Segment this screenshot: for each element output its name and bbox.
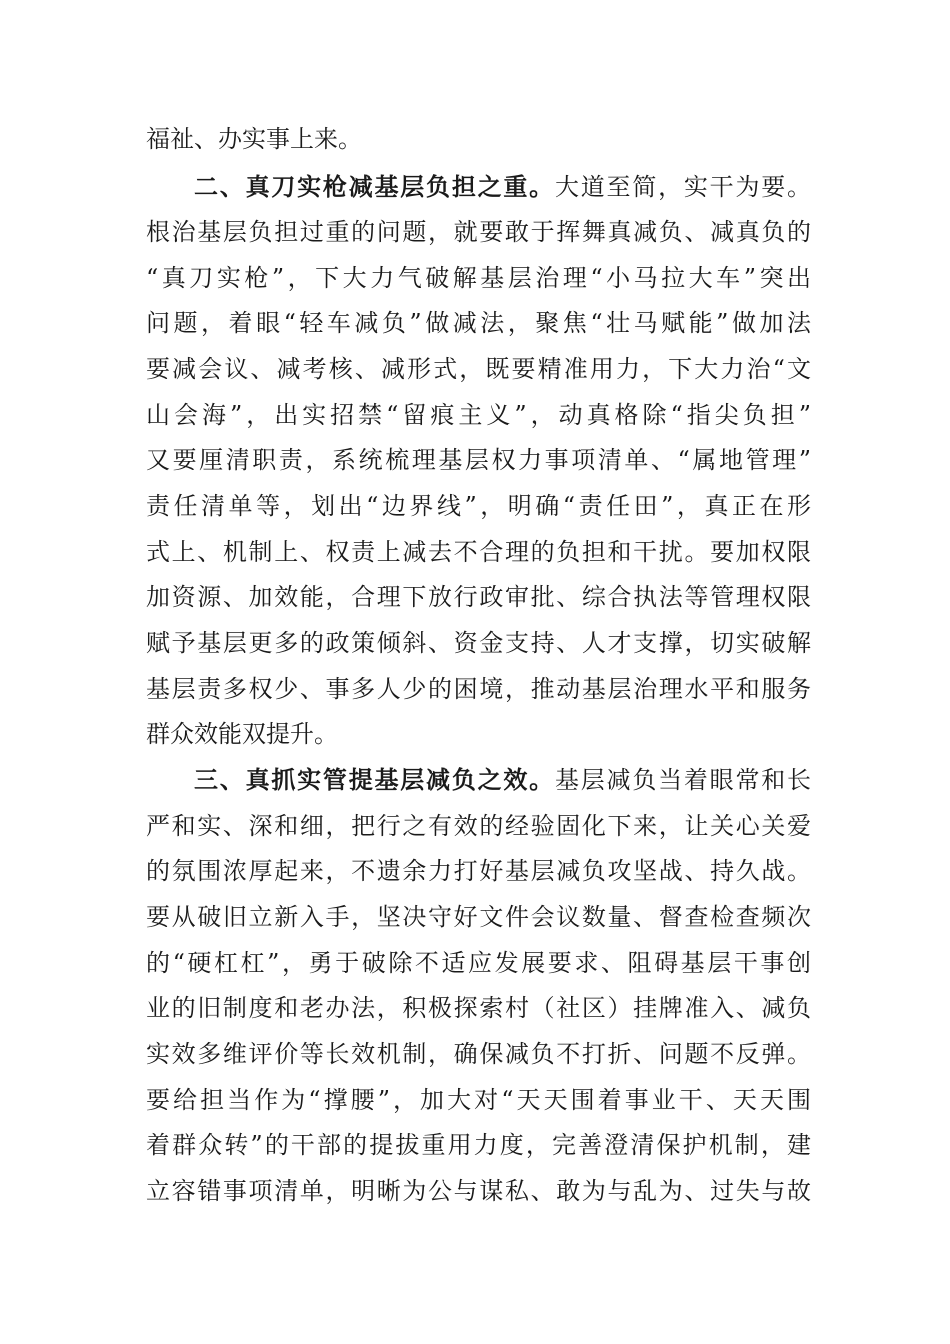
text-line: 着群众转”的干部的提拔重用力度，完善澄清保护机制，建 [146,1131,811,1159]
section-2-first-line [194,172,811,202]
text-line: 式上、机制上、权责上减去不合理的负担和干扰。要加权限 [146,538,811,566]
text-line: 的氛围浓厚起来，不遗余力打好基层减负攻坚战、持久战。 [146,857,811,885]
text-line: 业的旧制度和老办法，积极探索村（社区）挂牌准入、减负 [146,994,811,1022]
text-line: 要给担当作为“撑腰”，加大对“天天围着事业干、天天围 [146,1086,811,1114]
section-2-lead-text: 大道至简，实干为要。 [554,173,811,201]
text-line: 严和实、深和细，把行之有效的经验固化下来，让关心关爱 [146,812,811,840]
text-line: 群众效能双提升。 [146,720,338,748]
text-line: 责任清单等，划出“边界线”，明确“责任田”，真正在形 [146,492,811,520]
text-line: 基层责多权少、事多人少的困境，推动基层治理水平和服务 [146,675,811,703]
text-line: 问题，着眼“轻车减负”做减法，聚焦“壮马赋能”做加法 [146,309,811,337]
section-3-lead-text: 基层减负当着眼常和长 [554,766,811,794]
text-line: 实效多维评价等长效机制，确保减负不打折、问题不反弹。 [146,1040,811,1068]
text-line: 要减会议、减考核、减形式，既要精准用力，下大力治“文 [146,355,811,383]
text-line: 要从破旧立新入手，坚决守好文件会议数量、督查检查频次 [146,903,811,931]
text-line: 山会海”，出实招禁“留痕主义”，动真格除“指尖负担” [146,401,811,429]
text-line: 又要厘清职责，系统梳理基层权力事项清单、“属地管理” [146,446,811,474]
text-line: 赋予基层更多的政策倾斜、资金支持、人才支撑，切实破解 [146,629,811,657]
section-2-heading: 二、真刀实枪减基层负担之重。 [194,173,555,201]
section-3-heading: 三、真抓实管提基层减负之效。 [194,766,555,794]
text-line: 加资源、加效能，合理下放行政审批、综合执法等管理权限 [146,583,811,611]
text-line: 根治基层负担过重的问题，就要敢于挥舞真减负、减真负的 [146,218,811,246]
text-line: 福祉、办实事上来。 [146,125,362,153]
text-line: 的“硬杠杠”，勇于破除不适应发展要求、阻碍基层干事创 [146,949,811,977]
text-line: 立容错事项清单，明晰为公与谋私、敢为与乱为、过失与故 [146,1177,811,1205]
text-line: “真刀实枪”，下大力气破解基层治理“小马拉大车”突出 [146,264,811,292]
section-3-first-line [194,765,811,795]
